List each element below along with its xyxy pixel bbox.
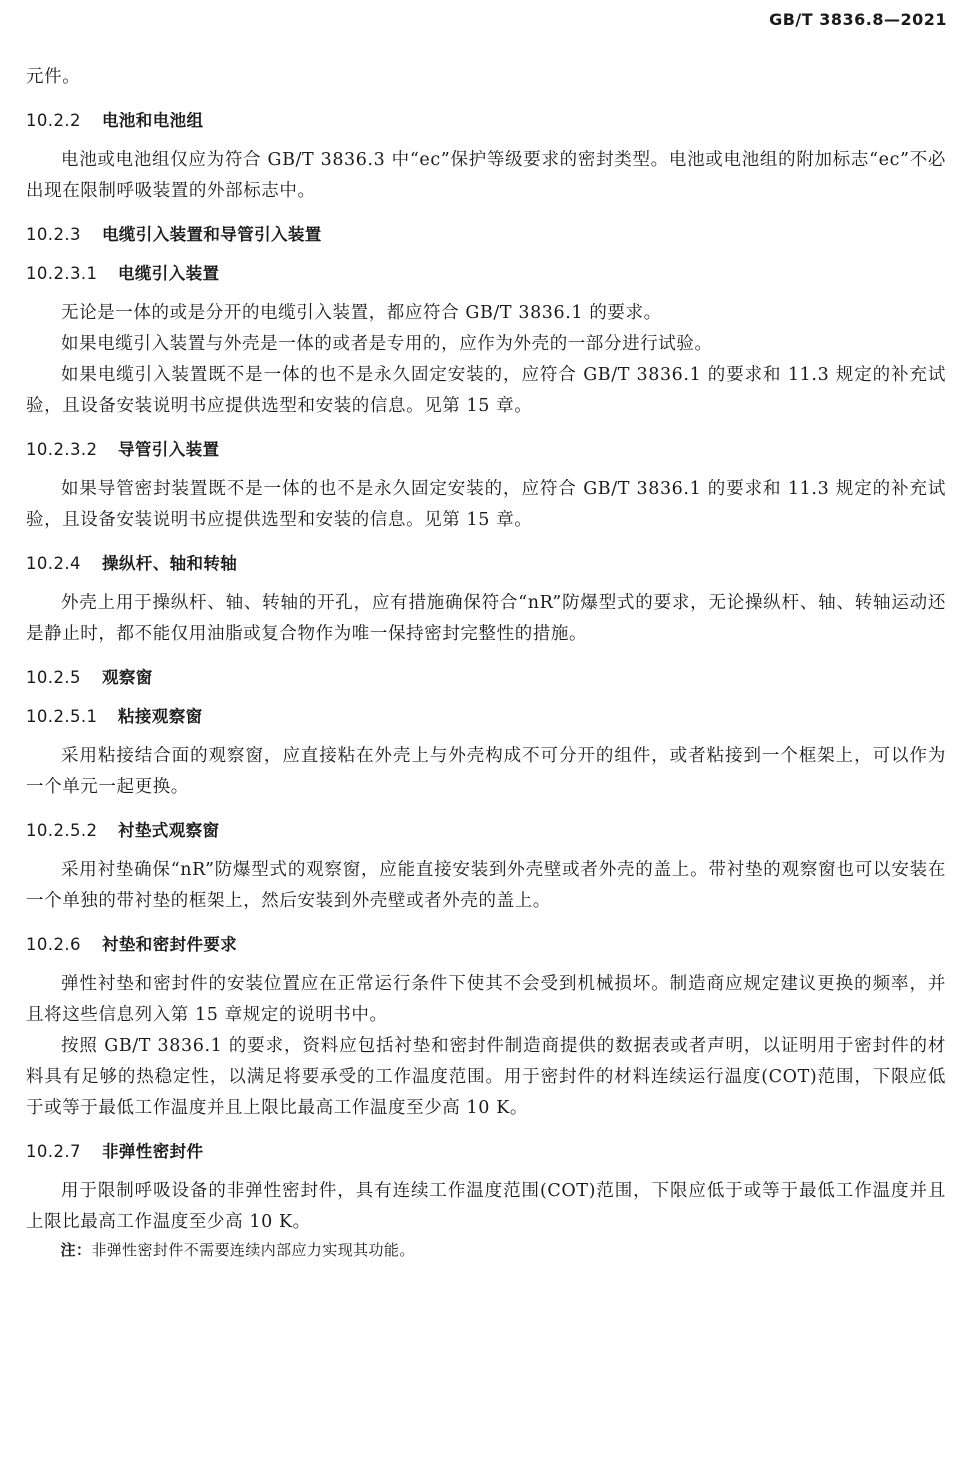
- section-title: 衬垫式观察窗: [118, 821, 220, 840]
- section-title: 操纵杆、轴和转轴: [102, 554, 238, 573]
- section-heading-10-2-3-2: [26, 439, 946, 461]
- paragraph: 按照 GB/T 3836.1 的要求，资料应包括衬垫和密封件制造商提供的数据表或者声明，以证明用于密封件的材料具有足够的热稳定性，以满足将要承受的工作温度范围。用于密封件的材料连续运行温度(COT)范围，下限应低于或等于最低工作温度并且上限比最高工作温度至少高 10 K。: [26, 1036, 946, 1118]
- section-title: 粘接观察窗: [118, 707, 203, 726]
- paragraph: 外壳上用于操纵杆、轴、转轴的开孔，应有措施确保符合“nR”防爆型式的要求，无论操纵杆、轴、转轴运动还是静止时，都不能仅用油脂或复合物作为唯一保持密封完整性的措施。: [26, 593, 946, 644]
- section-number: 10.2.5: [26, 668, 81, 687]
- section-title: 衬垫和密封件要求: [102, 935, 238, 954]
- note: [26, 1238, 946, 1262]
- paragraph-continuation: 元件。: [26, 67, 81, 87]
- section-heading-10-2-5: [26, 667, 946, 689]
- paragraph: 弹性衬垫和密封件的安装位置应在正常运行条件下使其不会受到机械损坏。制造商应规定建议更换的频率，并且将这些信息列入第 15 章规定的说明书中。: [26, 974, 946, 1025]
- section-title: 电缆引入装置: [118, 264, 220, 283]
- section-heading-10-2-6: [26, 934, 946, 956]
- paragraph: 如果电缆引入装置与外壳是一体的或者是专用的，应作为外壳的一部分进行试验。: [61, 334, 713, 354]
- section-number: 10.2.5.2: [26, 821, 98, 840]
- paragraph: 电池或电池组仅应为符合 GB/T 3836.3 中“ec”保护等级要求的密封类型。电池或电池组的附加标志“ec”不必出现在限制呼吸装置的外部标志中。: [26, 150, 946, 201]
- section-number: 10.2.3.1: [26, 264, 98, 283]
- section-title: 电缆引入装置和导管引入装置: [102, 225, 322, 244]
- note-text: 非弹性密封件不需要连续内部应力实现其功能。: [91, 1241, 415, 1259]
- standard-code: GB/T 3836.8—2021: [769, 10, 947, 29]
- section-title: 非弹性密封件: [102, 1142, 204, 1161]
- paragraph: 如果电缆引入装置既不是一体的也不是永久固定安装的，应符合 GB/T 3836.1 的要求和 11.3 规定的补充试验，且设备安装说明书应提供选型和安装的信息。见第 15 章。: [26, 365, 946, 416]
- section-heading-10-2-3-1: [26, 263, 946, 285]
- section-title: 电池和电池组: [102, 111, 204, 130]
- section-number: 10.2.6: [26, 935, 81, 954]
- section-heading-10-2-4: [26, 553, 946, 575]
- document-body: [26, 62, 946, 1262]
- paragraph: 采用粘接结合面的观察窗，应直接粘在外壳上与外壳构成不可分开的组件，或者粘接到一个框架上，可以作为一个单元一起更换。: [26, 746, 946, 797]
- section-heading-10-2-5-2: [26, 820, 946, 842]
- section-number: 10.2.4: [26, 554, 81, 573]
- section-heading-10-2-7: [26, 1141, 946, 1163]
- section-heading-10-2-2: [26, 110, 946, 132]
- section-heading-10-2-3: [26, 224, 946, 246]
- section-title: 导管引入装置: [118, 440, 220, 459]
- section-heading-10-2-5-1: [26, 706, 946, 728]
- section-title: 观察窗: [102, 668, 153, 687]
- paragraph: 用于限制呼吸设备的非弹性密封件，具有连续工作温度范围(COT)范围，下限应低于或等于最低工作温度并且上限比最高工作温度至少高 10 K。: [26, 1181, 946, 1232]
- paragraph: 采用衬垫确保“nR”防爆型式的观察窗，应能直接安装到外壳壁或者外壳的盖上。带衬垫的观察窗也可以安装在一个单独的带衬垫的框架上，然后安装到外壳壁或者外壳的盖上。: [26, 860, 946, 911]
- section-number: 10.2.2: [26, 111, 81, 130]
- section-number: 10.2.7: [26, 1142, 81, 1161]
- section-number: 10.2.3.2: [26, 440, 98, 459]
- section-number: 10.2.3: [26, 225, 81, 244]
- paragraph: 如果导管密封装置既不是一体的也不是永久固定安装的，应符合 GB/T 3836.1 的要求和 11.3 规定的补充试验，且设备安装说明书应提供选型和安装的信息。见第 15 章。: [26, 479, 946, 530]
- section-number: 10.2.5.1: [26, 707, 98, 726]
- note-label: 注：: [60, 1241, 92, 1259]
- paragraph: 无论是一体的或是分开的电缆引入装置，都应符合 GB/T 3836.1 的要求。: [61, 303, 662, 323]
